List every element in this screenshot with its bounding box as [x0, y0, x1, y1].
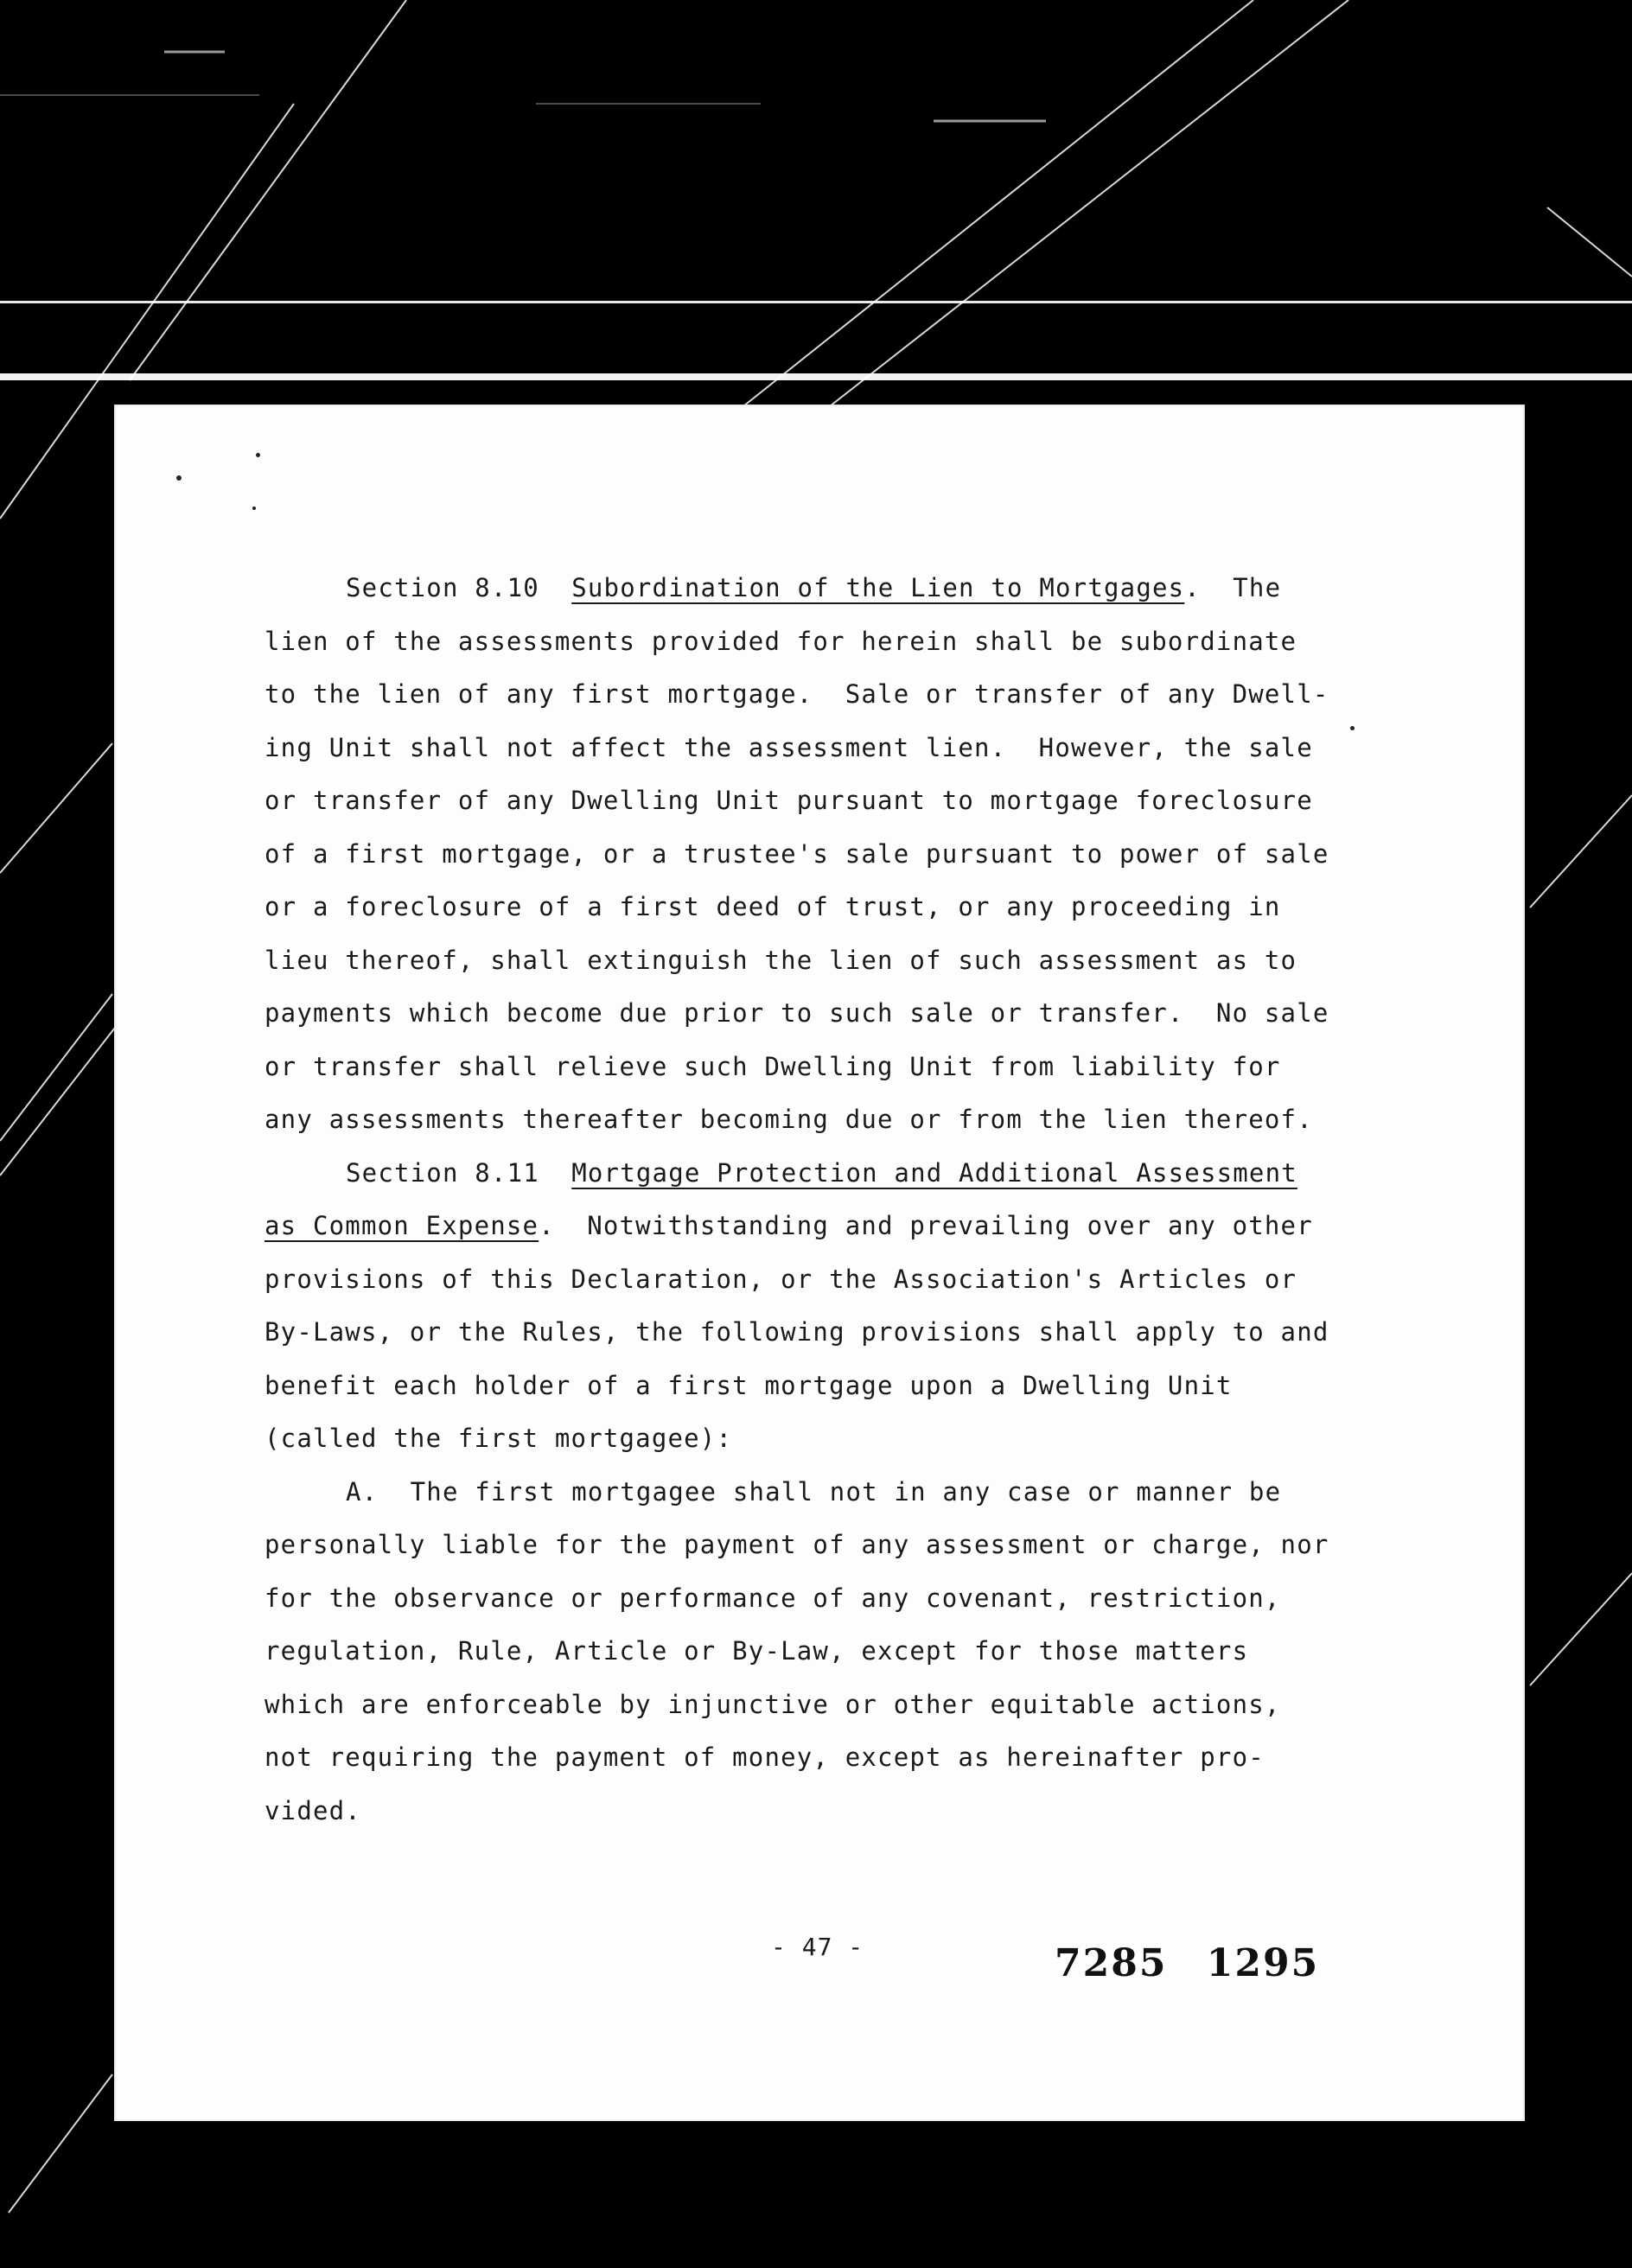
scanner-rule-line: [0, 301, 1632, 303]
scan-speck: [252, 506, 256, 510]
section-8-11-heading-line: [265, 1147, 1492, 1201]
text-line: regulation, Rule, Article or By-Law, except for those matters: [265, 1636, 1249, 1666]
text-line: personally liable for the payment of any assessment or charge, nor: [265, 1530, 1329, 1559]
text-line: . The: [1184, 573, 1282, 602]
page-number: - 47 -: [771, 1933, 864, 1961]
document-page: [114, 405, 1525, 2121]
text-line: for the observance or performance of any covenant, restriction,: [265, 1583, 1281, 1613]
document-body: [265, 562, 1492, 1838]
scanner-rule-line: [0, 373, 1632, 380]
section-title: Mortgage Protection and Additional Assessment: [571, 1157, 1297, 1188]
text-line: lieu thereof, shall extinguish the lien of such assessment as to: [265, 945, 1297, 975]
text-line: any assessments thereafter becoming due or from the lien thereof.: [265, 1105, 1313, 1134]
text-line: or transfer of any Dwelling Unit pursuant to mortgage foreclosure: [265, 786, 1313, 815]
text-line: not requiring the payment of money, except as hereinafter pro-: [265, 1742, 1265, 1772]
section-title: as Common Expense: [265, 1211, 539, 1240]
text-line: which are enforceable by injunctive or other equitable actions,: [265, 1689, 1281, 1719]
section-number: Section 8.11: [346, 1157, 572, 1188]
text-line: provisions of this Declaration, or the Association's Articles or: [265, 1264, 1297, 1294]
scan-speck: [176, 475, 182, 481]
section-title: Subordination of the Lien to Mortgages: [571, 573, 1185, 602]
text-line: of a first mortgage, or a trustee's sale pursuant to power of sale: [265, 838, 1329, 869]
scan-speck: [256, 453, 260, 457]
section-number: Section 8.10: [346, 573, 572, 602]
text-line: payments which become due prior to such sale or transfer. No sale: [265, 998, 1329, 1028]
text-line: lien of the assessments provided for herein shall be subordinate: [265, 626, 1297, 656]
text-line: . Notwithstanding and prevailing over any other: [539, 1211, 1313, 1240]
text-line: vided.: [265, 1795, 361, 1825]
text-line: to the lien of any first mortgage. Sale or transfer of any Dwell-: [265, 679, 1329, 709]
text-line: or transfer shall relieve such Dwelling Unit from liability for: [265, 1051, 1281, 1081]
scanner-background-top: [0, 0, 1632, 372]
text-line: ing Unit shall not affect the assessment lien. However, the sale: [265, 732, 1313, 762]
section-8-10-heading-line: [265, 562, 1492, 615]
text-line: (called the first mortgagee):: [265, 1424, 733, 1453]
text-line: benefit each holder of a first mortgage upon a Dwelling Unit: [265, 1370, 1233, 1400]
paragraph-a-first-line: A. The first mortgagee shall not in any case or manner be: [346, 1476, 1282, 1507]
section-8-11-heading-line-2: [265, 1200, 1492, 1253]
recording-stamp: 7285 1295: [1055, 1941, 1320, 1985]
text-line: or a foreclosure of a first deed of trust, or any proceeding in: [265, 892, 1281, 921]
text-line: By-Laws, or the Rules, the following provisions shall apply to and: [265, 1317, 1329, 1347]
